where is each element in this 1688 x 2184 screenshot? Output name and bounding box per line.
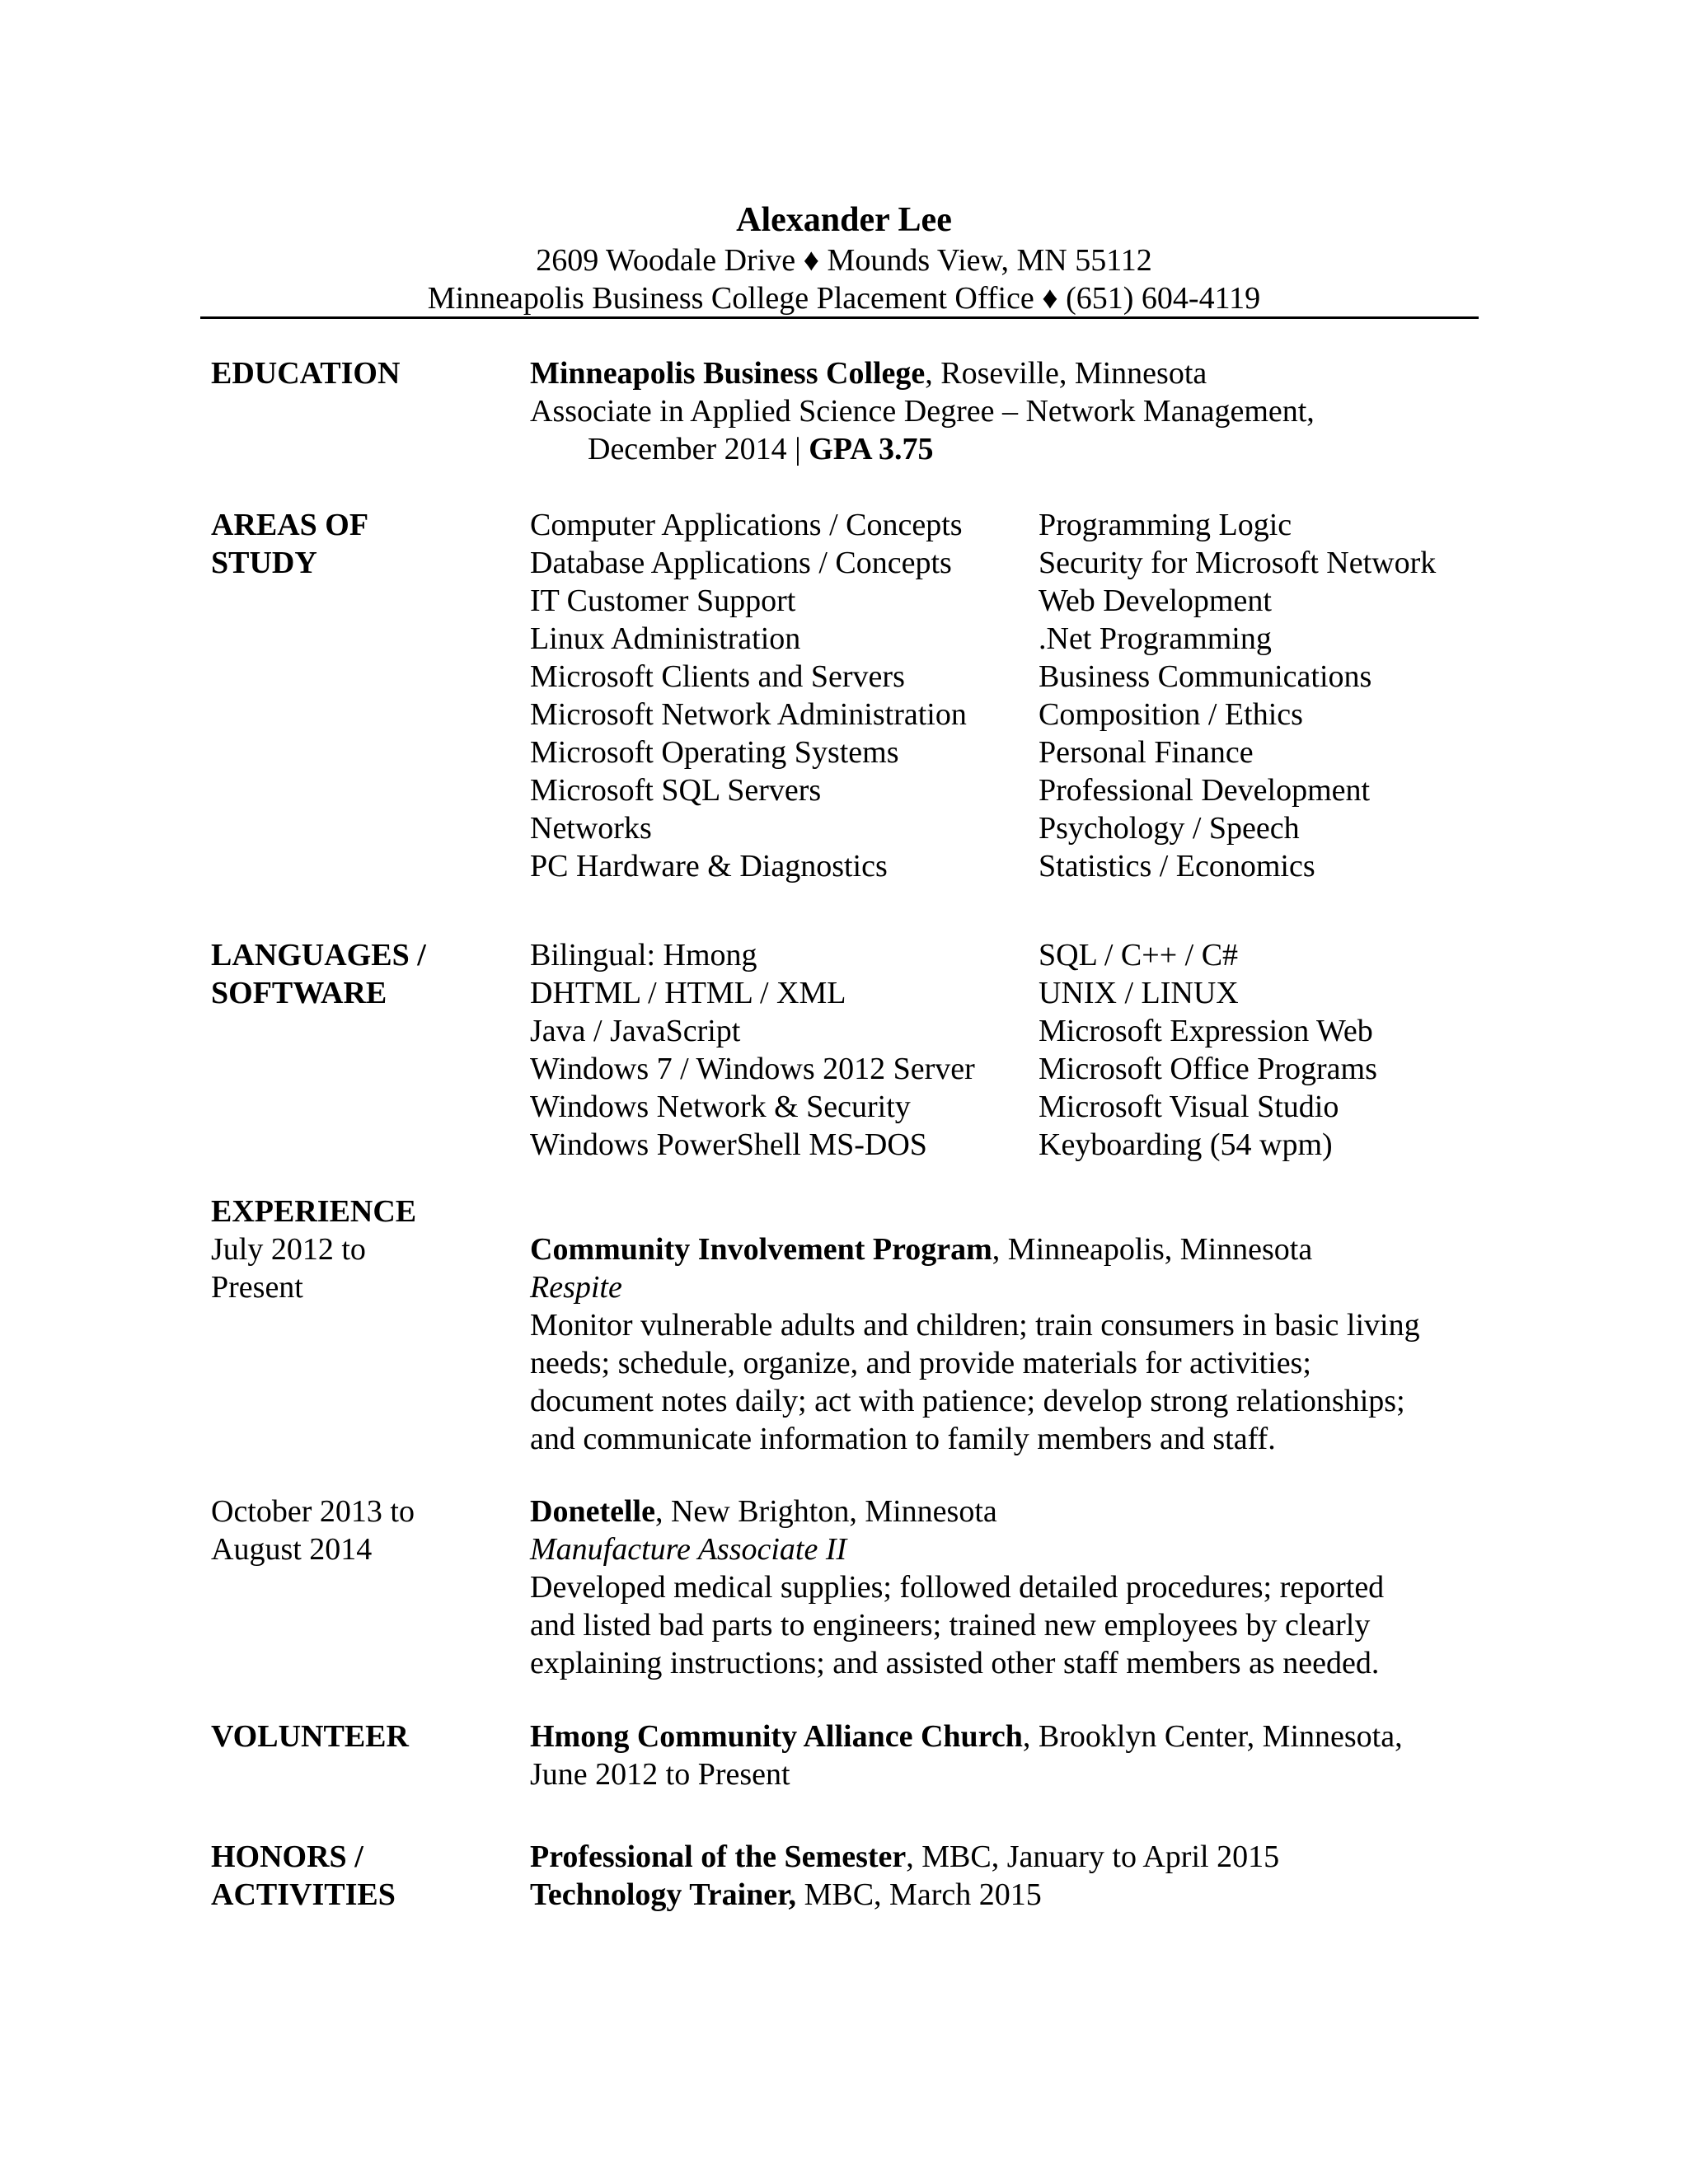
list-item: Microsoft Office Programs — [1039, 1052, 1377, 1086]
list-item: Windows PowerShell MS-DOS — [530, 1127, 927, 1162]
header-divider — [200, 316, 1479, 319]
volunteer-date: June 2012 to Present — [530, 1757, 790, 1792]
job-content — [530, 1230, 1494, 1458]
section-label-volunteer: VOLUNTEER — [211, 1719, 409, 1754]
list-item: Java / JavaScript — [530, 1014, 741, 1048]
list-item: PC Hardware & Diagnostics — [530, 849, 888, 883]
degree-date-line — [530, 430, 1494, 468]
job-desc-line: and communicate information to family members and staff. — [530, 1422, 1276, 1456]
education-school-line — [530, 354, 1494, 392]
list-item: Windows Network & Security — [530, 1090, 911, 1124]
honor-detail: , MBC, January to April 2015 — [906, 1840, 1280, 1874]
section-label-areas-of-study — [211, 506, 524, 582]
job-date-line: Present — [211, 1270, 303, 1305]
list-item: Microsoft Network Administration — [530, 697, 967, 732]
honor-item — [530, 1838, 1494, 1876]
job-employer-line — [530, 1493, 1494, 1530]
list-item: Microsoft Expression Web — [1039, 1014, 1373, 1048]
list-item: Microsoft Clients and Servers — [530, 659, 905, 694]
list-item: .Net Programming — [1039, 621, 1272, 656]
list-item: Windows 7 / Windows 2012 Server — [530, 1052, 975, 1086]
job-date-line: July 2012 to — [211, 1232, 366, 1267]
label-line: HONORS / — [211, 1840, 363, 1874]
section-label-experience: EXPERIENCE — [211, 1194, 417, 1229]
job-content — [530, 1493, 1494, 1682]
job-desc-line: document notes daily; act with patience; develop strong relationships; — [530, 1384, 1405, 1418]
list-item: Business Communications — [1039, 659, 1372, 694]
degree-line: Associate in Applied Science Degree – Network Management, — [530, 394, 1315, 429]
list-item: Computer Applications / Concepts — [530, 508, 963, 542]
label-line: SOFTWARE — [211, 976, 387, 1010]
list-item: Programming Logic — [1039, 508, 1292, 542]
list-item: Linux Administration — [530, 621, 801, 656]
gpa: GPA 3.75 — [809, 432, 934, 466]
volunteer-content — [530, 1718, 1494, 1793]
job-date-line: October 2013 to — [211, 1494, 415, 1529]
list-item: Composition / Ethics — [1039, 697, 1303, 732]
resume-header — [0, 199, 1688, 317]
job-desc-line: needs; schedule, organize, and provide materials for activities; — [530, 1346, 1311, 1380]
list-item: Web Development — [1039, 583, 1272, 618]
honor-title: Technology Trainer, — [530, 1877, 797, 1912]
employer-name: Community Involvement Program — [530, 1232, 992, 1267]
list-item: Database Applications / Concepts — [530, 546, 952, 580]
job-dates — [211, 1230, 524, 1306]
section-label-languages — [211, 936, 524, 1012]
honor-item — [530, 1876, 1494, 1914]
section-label-education: EDUCATION — [211, 356, 401, 391]
school-location: , Roseville, Minnesota — [925, 356, 1207, 391]
job-desc-line: Developed medical supplies; followed detailed procedures; reported — [530, 1570, 1385, 1605]
list-item: Professional Development — [1039, 773, 1371, 808]
job-desc-line: Monitor vulnerable adults and children; train consumers in basic living — [530, 1308, 1420, 1343]
education-content — [530, 354, 1494, 468]
list-item: Networks — [530, 811, 652, 846]
list-item: Microsoft Visual Studio — [1039, 1090, 1339, 1124]
list-item: UNIX / LINUX — [1039, 976, 1239, 1010]
study-column-1 — [530, 506, 1033, 885]
contact-line: Minneapolis Business College Placement Office ♦ (651) 604-4119 — [427, 281, 1261, 316]
honors-content — [530, 1838, 1494, 1914]
honor-detail: MBC, March 2015 — [796, 1877, 1042, 1912]
list-item: SQL / C++ / C# — [1039, 938, 1239, 972]
list-item: Bilingual: Hmong — [530, 938, 757, 972]
address-line: 2609 Woodale Drive ♦ Mounds View, MN 55112 — [536, 243, 1152, 278]
languages-column-2 — [1039, 936, 1500, 1164]
honor-title: Professional of the Semester — [530, 1840, 907, 1874]
label-line: LANGUAGES / — [211, 938, 426, 972]
list-item: Personal Finance — [1039, 735, 1254, 770]
job-title: Respite — [530, 1270, 622, 1305]
job-dates — [211, 1493, 524, 1568]
list-item: Security for Microsoft Network — [1039, 546, 1437, 580]
list-item: Microsoft Operating Systems — [530, 735, 899, 770]
job-date-line: August 2014 — [211, 1532, 373, 1567]
volunteer-org-line — [530, 1718, 1494, 1755]
languages-column-1 — [530, 936, 1033, 1164]
job-desc-line: and listed bad parts to engineers; trained new employees by clearly — [530, 1608, 1371, 1643]
candidate-name: Alexander Lee — [736, 201, 952, 239]
list-item: DHTML / HTML / XML — [530, 976, 846, 1010]
label-line: ACTIVITIES — [211, 1877, 396, 1912]
volunteer-location: , Brooklyn Center, Minnesota, — [1022, 1719, 1403, 1754]
list-item: Statistics / Economics — [1039, 849, 1315, 883]
list-item: IT Customer Support — [530, 583, 796, 618]
label-line: STUDY — [211, 546, 317, 580]
employer-location: , Minneapolis, Minnesota — [992, 1232, 1313, 1267]
school-name: Minneapolis Business College — [530, 356, 926, 391]
job-employer-line — [530, 1230, 1494, 1268]
employer-location: , New Brighton, Minnesota — [654, 1494, 997, 1529]
label-line: AREAS OF — [211, 508, 369, 542]
study-column-2 — [1039, 506, 1500, 885]
list-item: Keyboarding (54 wpm) — [1039, 1127, 1333, 1162]
volunteer-org: Hmong Community Alliance Church — [530, 1719, 1023, 1754]
list-item: Microsoft SQL Servers — [530, 773, 822, 808]
degree-date: December 2014 | — [588, 432, 809, 466]
job-title: Manufacture Associate II — [530, 1532, 847, 1567]
list-item: Psychology / Speech — [1039, 811, 1300, 846]
employer-name: Donetelle — [530, 1494, 655, 1529]
section-label-honors — [211, 1838, 524, 1914]
job-desc-line: explaining instructions; and assisted other staff members as needed. — [530, 1646, 1380, 1680]
